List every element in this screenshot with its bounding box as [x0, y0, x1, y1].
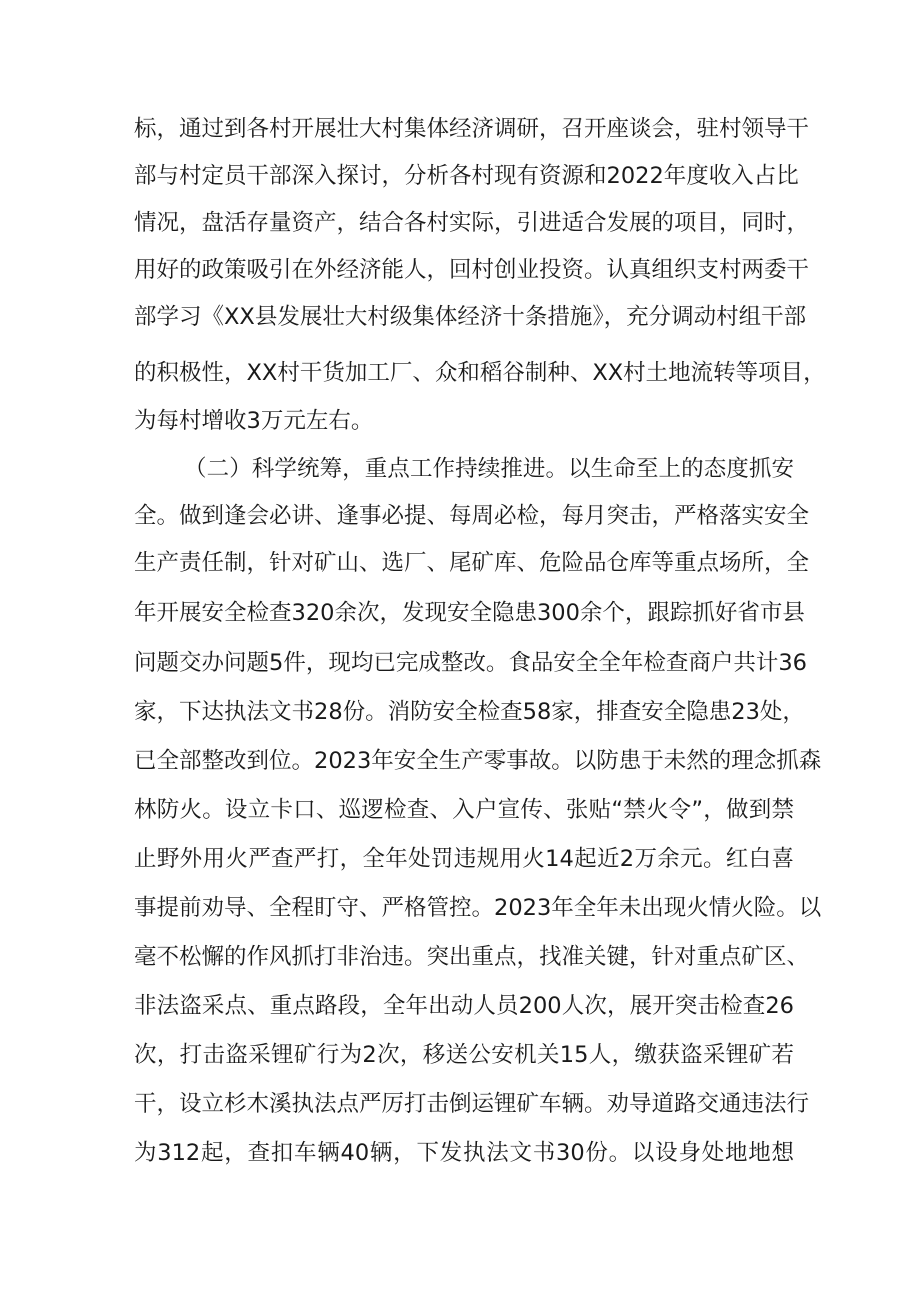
paragraph-line: 部与村定员干部深入探讨，分析各村现有资源和2022年度收入占比	[134, 163, 799, 189]
paragraph-line: 次，打击盗采锂矿行为2次，移送公安机关15人，缴获盗采锂矿若	[134, 1042, 794, 1068]
paragraph-line: 止野外用火严查严打，全年处罚违规用火14起近2万余元。红白喜	[134, 846, 794, 872]
paragraph-line: 用好的政策吸引在外经济能人，回村创业投资。认真组织支村两委干	[134, 257, 810, 283]
section-heading-line: （二）科学统筹，重点工作持续推进。以生命至上的态度抓安	[184, 456, 794, 482]
paragraph-line: 标，通过到各村开展壮大村集体经济调研，召开座谈会，驻村领导干	[134, 116, 810, 142]
paragraph-line: 问题交办问题5件，现均已完成整改。食品安全全年检查商户共计36	[134, 650, 807, 676]
paragraph-line: 事提前劝导、全程盯守、严格管控。2023年全年未出现火情火险。以	[134, 895, 822, 921]
paragraph-line: 非法盗采点、重点路段，全年出动人员200人次，展开突击检查26	[134, 993, 794, 1019]
paragraph-line: 毫不松懈的作风抓打非治违。突出重点，找准关键，针对重点矿区、	[134, 944, 810, 970]
paragraph-line: 年开展安全检查320余次，发现安全隐患300余个，跟踪抓好省市县	[134, 600, 805, 626]
paragraph-line: 情况，盘活存量资产，结合各村实际，引进适合发展的项目，同时，	[134, 210, 810, 236]
paragraph-line: 部学习《XX县发展壮大村级集体经济十条措施》，充分调动村组干部	[134, 304, 807, 330]
paragraph-line: 家，下达执法文书28份。消防安全检查58家，排查安全隐患23处，	[134, 699, 805, 725]
paragraph-line: 的积极性，XX村干货加工厂、众和稻谷制种、XX村土地流转等项目，	[134, 360, 826, 386]
paragraph-line: 已全部整改到位。2023年安全生产零事故。以防患于未然的理念抓森	[134, 748, 822, 774]
paragraph-line: 林防火。设立卡口、巡逻检查、入户宣传、张贴“禁火令”，做到禁	[134, 797, 794, 823]
paragraph-line: 为312起，查扣车辆40辆，下发执法文书30份。以设身处地地想	[134, 1140, 794, 1166]
paragraph-line: 干，设立杉木溪执法点严厉打击倒运锂矿车辆。劝导道路交通违法行	[134, 1091, 810, 1117]
paragraph-line: 为每村增收3万元左右。	[134, 408, 374, 434]
paragraph-line: 生产责任制，针对矿山、选厂、尾矿库、危险品仓库等重点场所，全	[134, 550, 810, 576]
paragraph-line: 全。做到逢会必讲、逢事必提、每周必检，每月突击，严格落实安全	[134, 503, 810, 529]
